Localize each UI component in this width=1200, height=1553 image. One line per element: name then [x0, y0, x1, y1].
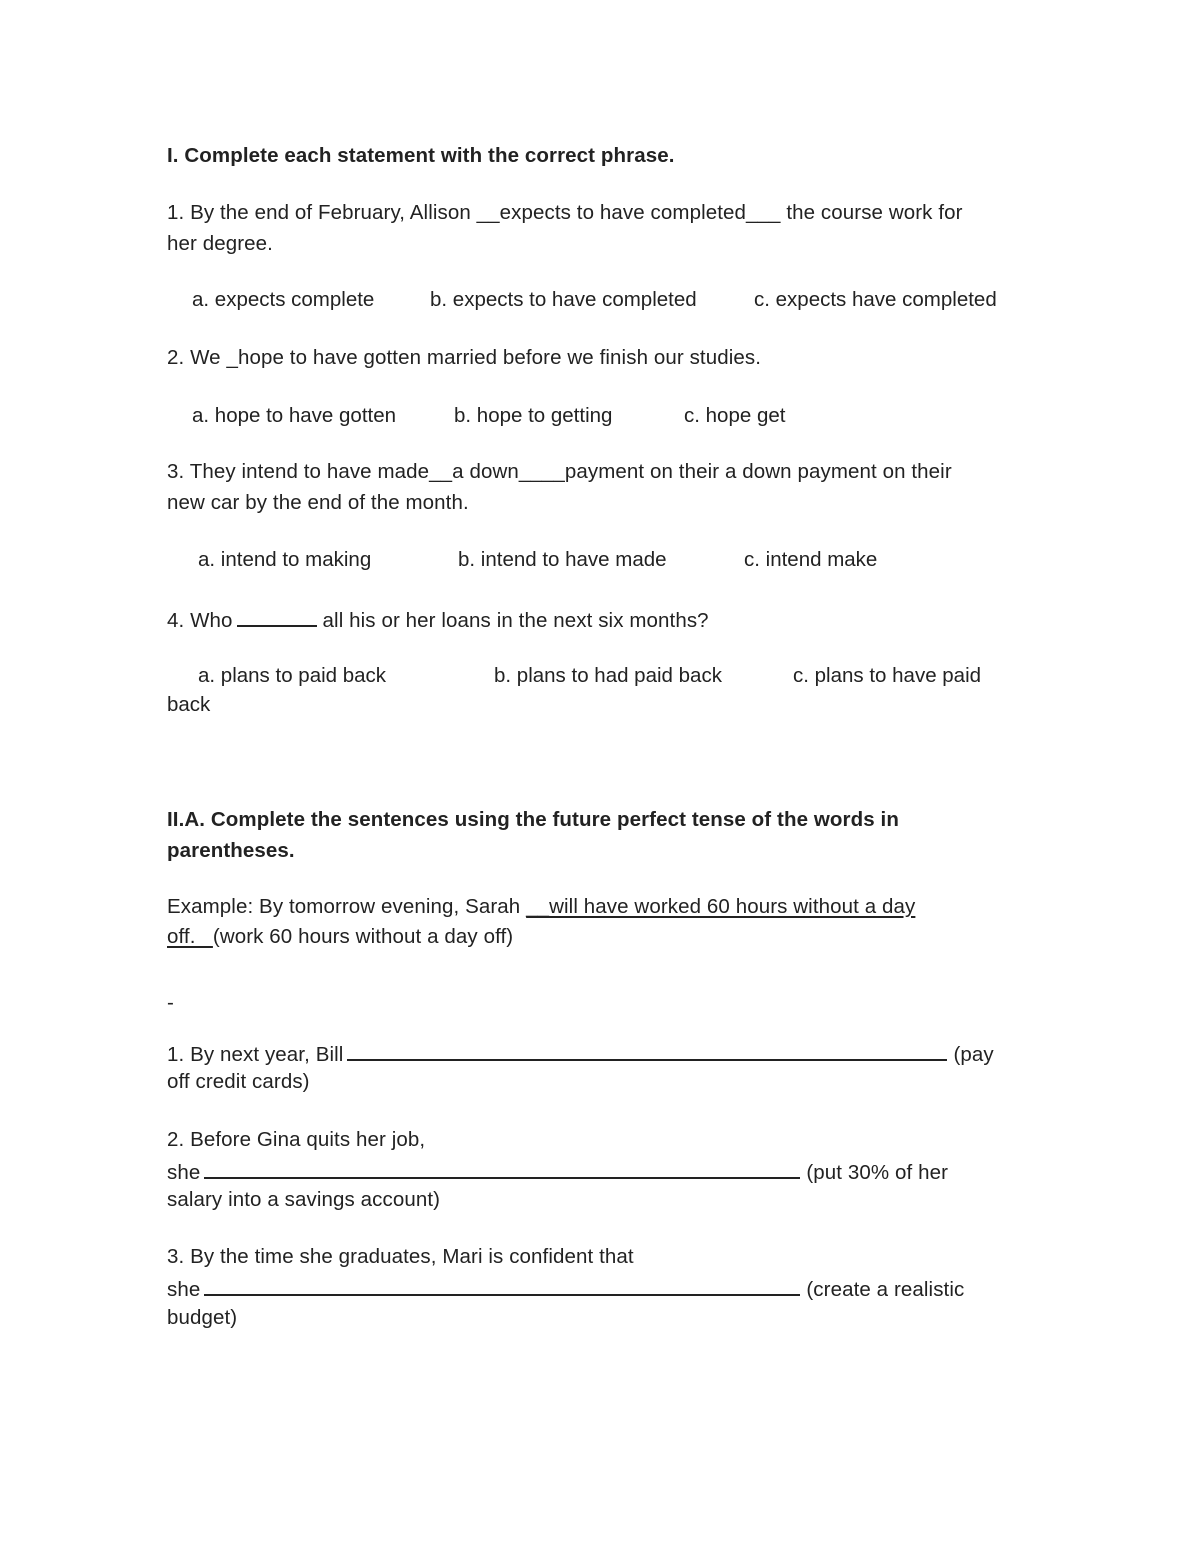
item2-line2: [167, 1155, 1027, 1188]
q1-text-line1: 1. By the end of February, Allison __expects to have completed___ the course work for: [167, 201, 963, 224]
section1-heading: I. Complete each statement with the correct phrase.: [167, 144, 675, 167]
item3-text-pre: she: [167, 1278, 201, 1301]
q1-option-c: c. expects have completed: [754, 288, 997, 311]
q3-option-a: a. intend to making: [198, 548, 372, 571]
q4-text-pre: 4. Who: [167, 609, 233, 632]
q3-option-c: c. intend make: [744, 548, 878, 571]
q3-text-line1: 3. They intend to have made__a down____payment on their a down payment on their: [167, 460, 952, 483]
q3-option-b: b. intend to have made: [458, 548, 667, 571]
q4-option-b: b. plans to had paid back: [494, 664, 722, 687]
q2-option-a: a. hope to have gotten: [192, 404, 397, 427]
item2-line3: salary into a savings account): [167, 1188, 441, 1211]
item3-line3: budget): [167, 1306, 238, 1329]
item3-line1: 3. By the time she graduates, Mari is confident that: [167, 1245, 634, 1268]
item1-line1: [167, 1037, 1027, 1070]
example-answer-line2: off.: [167, 925, 213, 948]
item1-text-pre: 1. By next year, Bill: [167, 1043, 344, 1066]
q4-text-post: all his or her loans in the next six months?: [322, 609, 709, 632]
q4-option-a: a. plans to paid back: [198, 664, 387, 687]
example-hint: (work 60 hours without a day off): [212, 925, 514, 948]
q1-option-b: b. expects to have completed: [430, 288, 697, 311]
q4-answer-blank[interactable]: [237, 603, 317, 627]
item3-text-post: (create a realistic: [806, 1278, 965, 1301]
q4-option-c-wrap: back: [167, 693, 211, 716]
section2-heading-line2: parentheses.: [167, 839, 295, 862]
item1-text-post: (pay: [953, 1043, 994, 1066]
item2-line1: 2. Before Gina quits her job,: [167, 1128, 426, 1151]
section2-heading-line1: II.A. Complete the sentences using the future perfect tense of the words in: [167, 808, 899, 831]
q1-text-line2: her degree.: [167, 232, 273, 255]
item2-text-post: (put 30% of her: [806, 1161, 949, 1184]
item1-line2: off credit cards): [167, 1070, 310, 1093]
example-prefix: Example: By tomorrow evening, Sarah: [167, 895, 521, 918]
example-answer-line1: __will have worked 60 hours without a day: [526, 895, 916, 918]
item2-text-pre: she: [167, 1161, 201, 1184]
example-line1: [167, 892, 1027, 922]
q1-option-a: a. expects complete: [192, 288, 375, 311]
item3-line2: [167, 1272, 1027, 1305]
q2-text: 2. We _hope to have gotten married before we finish our studies.: [167, 346, 762, 369]
item2-answer-blank[interactable]: [204, 1155, 800, 1179]
item1-answer-blank[interactable]: [347, 1037, 947, 1061]
q4-text: [167, 603, 1027, 636]
example-line2: [167, 922, 1027, 952]
q2-option-c: c. hope get: [684, 404, 786, 427]
q4-option-c: c. plans to have paid: [793, 664, 982, 687]
q3-text-line2: new car by the end of the month.: [167, 491, 469, 514]
q2-option-b: b. hope to getting: [454, 404, 613, 427]
separator-dash: -: [167, 991, 174, 1014]
item3-answer-blank[interactable]: [204, 1272, 800, 1296]
